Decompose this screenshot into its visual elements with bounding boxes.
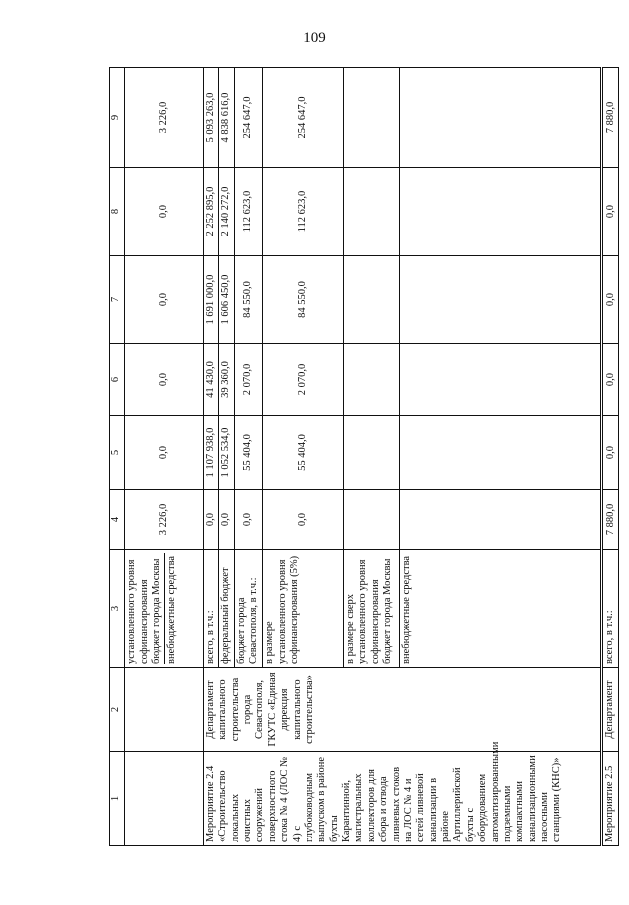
cell-value: 0,0	[602, 344, 619, 416]
cell-value: 55 404,0	[263, 416, 344, 490]
col-header-2: 2	[110, 668, 125, 752]
cell-value: 2 140 272,0	[219, 168, 235, 256]
cell-value	[343, 490, 400, 550]
source-label: всего, в т.ч.:	[602, 550, 619, 668]
cell-value: 0,0	[234, 490, 262, 550]
cell-value	[400, 168, 602, 256]
cell-value: 1 107 938,0	[203, 416, 219, 490]
table-row	[125, 68, 204, 846]
cell-value: 112 623,0	[263, 168, 344, 256]
cell-value	[400, 68, 602, 168]
cell-value: 3 226,0	[125, 68, 204, 168]
cell-value: 0,0	[125, 168, 204, 256]
cell-value: 0,0	[125, 344, 204, 416]
cell-value	[343, 68, 400, 168]
cont-source-line: установленного уровня софинансирования бюджет города Москвы	[125, 553, 165, 664]
cell-value: 2 252 895,0	[203, 168, 219, 256]
financing-table	[109, 67, 619, 846]
cell-value	[400, 490, 602, 550]
cell-value: 1 691 000,0	[203, 256, 219, 344]
cell-value: 55 404,0	[234, 416, 262, 490]
cell-value: 41 430,0	[203, 344, 219, 416]
cont-source-line: внебюджетные средства	[166, 555, 178, 664]
cell-value: 7 880,0	[602, 68, 619, 168]
col-header-6: 6	[110, 344, 125, 416]
cell-value	[343, 256, 400, 344]
cell-value: 84 550,0	[263, 256, 344, 344]
cell-value: 2 070,0	[263, 344, 344, 416]
col-header-4: 4	[110, 490, 125, 550]
cell-value	[400, 344, 602, 416]
cont-empty-col2	[125, 668, 204, 752]
measure-2-5-name: Мероприятие 2.5	[602, 752, 619, 846]
source-label: бюджет города Севастополя, в т.ч.:	[234, 550, 262, 668]
measure-2-5-executor: Департамент	[602, 668, 619, 752]
source-label: внебюджетные средства	[400, 550, 602, 668]
cell-value: 7 880,0	[602, 490, 619, 550]
col-header-5: 5	[110, 416, 125, 490]
source-label: федеральный бюджет	[219, 550, 235, 668]
cont-source-cell	[125, 550, 204, 668]
measure-2-4-name: Мероприятие 2.4 «Строительство локальных очистных сооружений поверхностного стока № 4 (ЛОС № 4) с глубоководным выпуском в районе бухты Карантинной, магистральных коллекторов для сбора и отвода ливневых стоков на ЛОС № 4 и сетей ливневой канализации в районе Артиллерийской бухты с оборудованием автоматизированными подземными компактными канализационными насосными станциями (КНС)»	[203, 752, 602, 846]
cell-value: 1 052 534,0	[219, 416, 235, 490]
cell-value	[343, 344, 400, 416]
source-label: в размере сверх установленного уровня софинансирования бюджет города Москвы	[343, 550, 400, 668]
cell-value: 2 070,0	[234, 344, 262, 416]
cell-value	[400, 416, 602, 490]
col-header-7: 7	[110, 256, 125, 344]
cell-value: 4 838 616,0	[219, 68, 235, 168]
cell-value	[343, 416, 400, 490]
cell-value: 0,0	[263, 490, 344, 550]
cell-value: 0,0	[203, 490, 219, 550]
col-header-3: 3	[110, 550, 125, 668]
cont-empty-col1	[125, 752, 204, 846]
table-row	[203, 68, 219, 846]
cell-value: 0,0	[125, 256, 204, 344]
cell-value: 0,0	[602, 168, 619, 256]
cell-value: 5 093 263,0	[203, 68, 219, 168]
measure-2-4-executor: Департамент капитального строительства города Севастополя, ГКУТС «Единая дирекция капитального строительства»	[203, 668, 602, 752]
col-header-9: 9	[110, 68, 125, 168]
cell-value: 0,0	[125, 416, 204, 490]
col-header-8: 8	[110, 168, 125, 256]
source-label: в размере установленного уровня софинансирования (5%)	[263, 550, 344, 668]
cell-value	[343, 168, 400, 256]
source-label: всего, в т.ч.:	[203, 550, 219, 668]
cell-value: 112 623,0	[234, 168, 262, 256]
cell-value: 1 606 450,0	[219, 256, 235, 344]
table-row	[602, 68, 619, 846]
cell-value: 3 226,0	[125, 490, 204, 550]
cell-value: 254 647,0	[263, 68, 344, 168]
page-number: 109	[303, 30, 326, 46]
cell-value: 84 550,0	[234, 256, 262, 344]
col-header-1: 1	[110, 752, 125, 846]
cell-value: 0,0	[219, 490, 235, 550]
rotated-table-container	[109, 68, 619, 846]
cell-value: 0,0	[602, 416, 619, 490]
cell-value: 254 647,0	[234, 68, 262, 168]
header-row	[110, 68, 125, 846]
cell-value: 39 360,0	[219, 344, 235, 416]
cell-value: 0,0	[602, 256, 619, 344]
cell-value	[400, 256, 602, 344]
